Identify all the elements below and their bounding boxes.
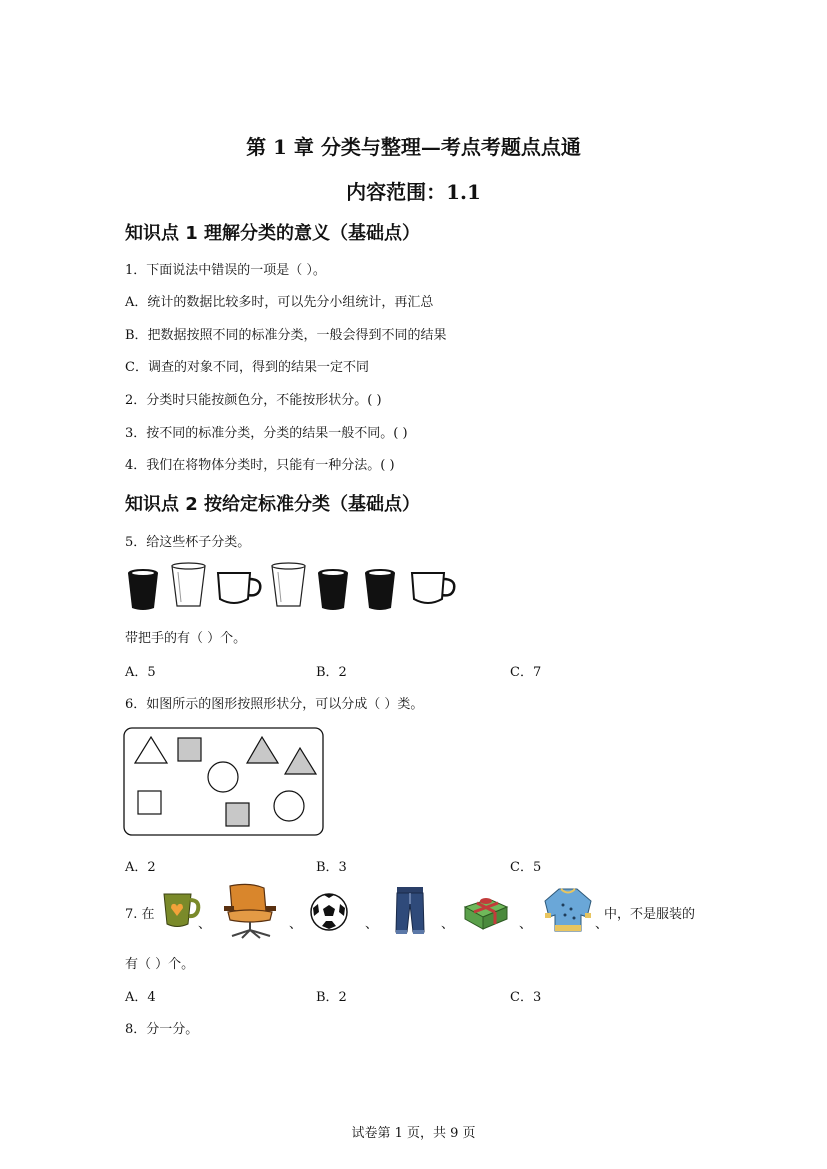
glass-icon	[172, 563, 205, 606]
q6-shapes-figure	[123, 727, 325, 837]
q7-option-c: C．3	[510, 990, 542, 1005]
q5-option-a: A．5	[125, 665, 156, 680]
mug-icon	[218, 573, 260, 603]
q6-option-b: B．3	[316, 860, 347, 875]
glass-icon	[272, 563, 305, 606]
section-heading-1: 知识点 1 理解分类的意义（基础点）	[125, 223, 421, 244]
jeans-icon	[393, 886, 427, 936]
q8-stem: 8．分一分。	[125, 1022, 199, 1037]
mug-icon	[412, 573, 454, 603]
chair-icon	[222, 882, 284, 940]
q5-ask: 带把手的有（ ）个。	[125, 631, 247, 646]
page-title: 第 1 章 分类与整理—考点考题点点通	[246, 135, 581, 159]
q7-option-a: A．4	[125, 990, 156, 1005]
q4-stem: 4．我们在将物体分类时，只能有一种分法。( )	[125, 458, 395, 473]
page-footer: 试卷第 1 页，共 9 页	[351, 1126, 476, 1141]
q7-option-b: B．2	[316, 990, 347, 1005]
square-shape	[226, 803, 249, 826]
gift-box-icon	[461, 893, 509, 931]
q7-separator: 、	[365, 917, 379, 932]
q7-separator: 、	[289, 917, 303, 932]
q3-stem: 3．按不同的标准分类，分类的结果一般不同。( )	[125, 426, 408, 441]
q5-option-c: C．7	[510, 665, 542, 680]
q1-stem: 1．下面说法中错误的一项是（ ）。	[125, 263, 326, 278]
square-shape	[178, 738, 201, 761]
q7-separator: 、	[595, 917, 609, 932]
soccer-ball-icon	[309, 892, 349, 932]
square-shape	[138, 791, 161, 814]
q7-prefix: 7. 在	[125, 907, 155, 922]
q7-separator: 、	[198, 917, 212, 932]
q7-suffix: 中，不是服装的	[604, 907, 696, 922]
circle-shape	[274, 791, 304, 821]
q1-option-a: A．统计的数据比较多时，可以先分小组统计，再汇总	[125, 295, 434, 310]
q1-option-b: B．把数据按照不同的标准分类，一般会得到不同的结果	[125, 328, 447, 343]
black-cup-icon	[365, 569, 395, 610]
section-heading-2: 知识点 2 按给定标准分类（基础点）	[125, 494, 421, 515]
q5-stem: 5．给这些杯子分类。	[125, 535, 251, 550]
q6-stem: 6．如图所示的图形按照形状分，可以分成（ ）类。	[125, 697, 424, 712]
circle-shape	[208, 762, 238, 792]
q5-option-b: B．2	[316, 665, 347, 680]
cup-icon	[160, 890, 200, 930]
q7-line2: 有（ ）个。	[125, 957, 195, 972]
q2-stem: 2．分类时只能按颜色分，不能按形状分。( )	[125, 393, 382, 408]
q7-separator: 、	[441, 917, 455, 932]
black-cup-icon	[128, 569, 158, 610]
page-subtitle: 内容范围：1.1	[346, 180, 481, 204]
q5-cups-image	[120, 560, 460, 615]
q7-separator: 、	[519, 917, 533, 932]
q1-option-c: C．调查的对象不同，得到的结果一定不同	[125, 360, 369, 375]
q6-option-c: C．5	[510, 860, 542, 875]
q6-option-a: A．2	[125, 860, 156, 875]
black-cup-icon	[318, 569, 348, 610]
sweater-icon	[543, 887, 593, 933]
